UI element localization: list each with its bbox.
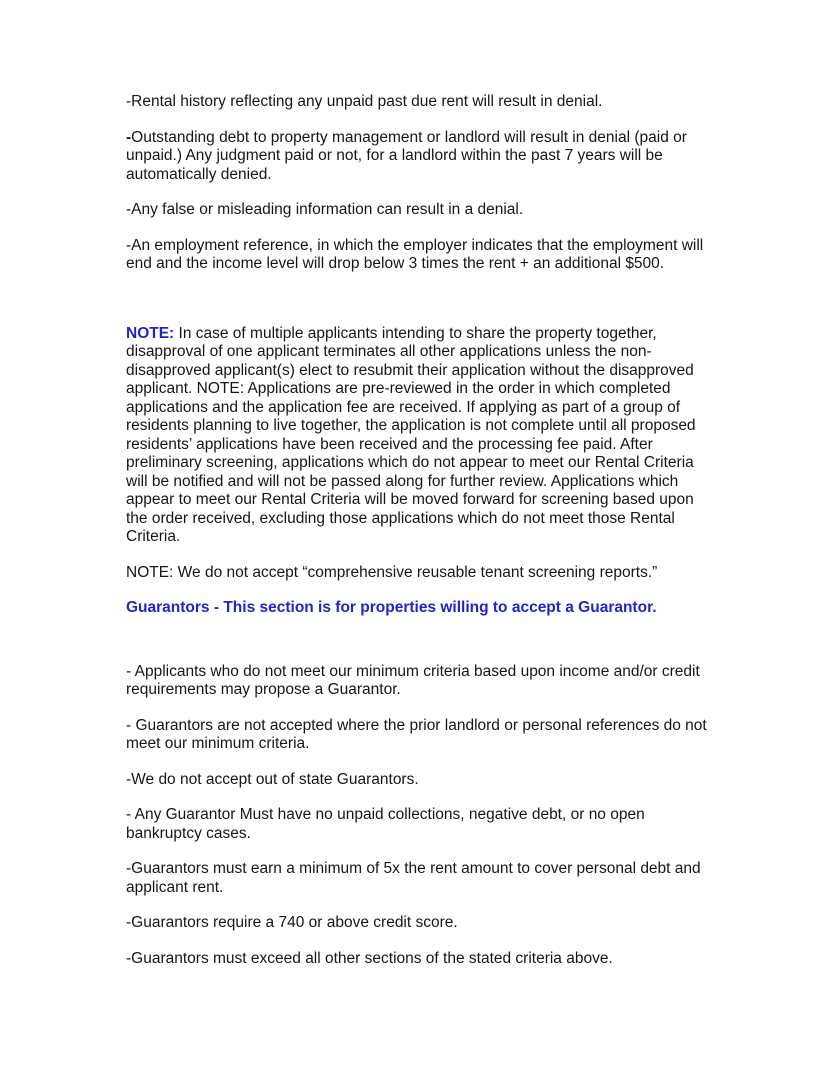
paragraph-guarantor-out-of-state: -We do not accept out of state Guarantors. xyxy=(126,770,419,788)
paragraph-note-multiple-applicants xyxy=(126,325,712,547)
paragraph-guarantor-references: - Guarantors are not accepted where the prior landlord or personal references do not meet our minimum criteria. xyxy=(126,716,707,752)
vertical-gap xyxy=(126,291,712,325)
paragraph-guarantor-credit-740: -Guarantors require a 740 or above credit score. xyxy=(126,914,458,931)
guarantors-section-heading: Guarantors - This section is for properties willing to accept a Guarantor. xyxy=(126,599,657,616)
paragraph-false-info: -Any false or misleading information can result in a denial. xyxy=(126,201,524,218)
note-text: In case of multiple applicants intending to share the property together, disapproval of one applicant terminates all other applications unless the non-disapproved applicant(s) elect to resubmit their application without the disapproved applicant. NOTE: Applications are pre-reviewed in the order in which completed applications and the application fee are received. If applying as part of a group of residents planning to live together, the application is not complete until all proposed residents’ applications have been received and the processing fee paid. After preliminary screening, applications which do not appear to meet our Rental Criteria will be notified and will not be passed along for further review. Applications which appear to meet our Rental Criteria will be moved forward for screening based upon the order received, excluding those applications which do not meet those Rental Criteria. xyxy=(126,324,696,545)
paragraph-employment-reference: -An employment reference, in which the employer indicates that the employment will end and the income level will drop below 3 times the rent + an additional $500. xyxy=(126,236,704,272)
paragraph-outstanding-debt xyxy=(126,129,712,185)
rental-criteria-text-block xyxy=(126,93,712,985)
paragraph-guarantor-no-debt: - Any Guarantor Must have no unpaid collections, negative debt, or no open bankruptcy cases. xyxy=(126,806,645,842)
paragraph-guarantor-exceed-criteria: -Guarantors must exceed all other sections of the stated criteria above. xyxy=(126,949,613,967)
paragraph-note-screening-reports: NOTE: We do not accept “comprehensive reusable tenant screening reports.” xyxy=(126,563,658,581)
vertical-gap xyxy=(126,635,712,663)
note-label: NOTE: xyxy=(126,324,175,342)
paragraph-guarantor-income-credit: - Applicants who do not meet our minimum criteria based upon income and/or credit requirements may propose a Guarantor. xyxy=(126,662,700,698)
paragraph-rental-history: -Rental history reflecting any unpaid past due rent will result in denial. xyxy=(126,93,603,110)
paragraph-guarantor-income-5x: -Guarantors must earn a minimum of 5x the rent amount to cover personal debt and applicant rent. xyxy=(126,860,701,896)
outstanding-debt-text: Outstanding debt to property management or landlord will result in denial (paid or unpaid.) Any judgment paid or not, for a landlord within the past 7 years will be automatically denied. xyxy=(126,128,687,183)
outstanding-debt-dash: - xyxy=(126,128,132,146)
